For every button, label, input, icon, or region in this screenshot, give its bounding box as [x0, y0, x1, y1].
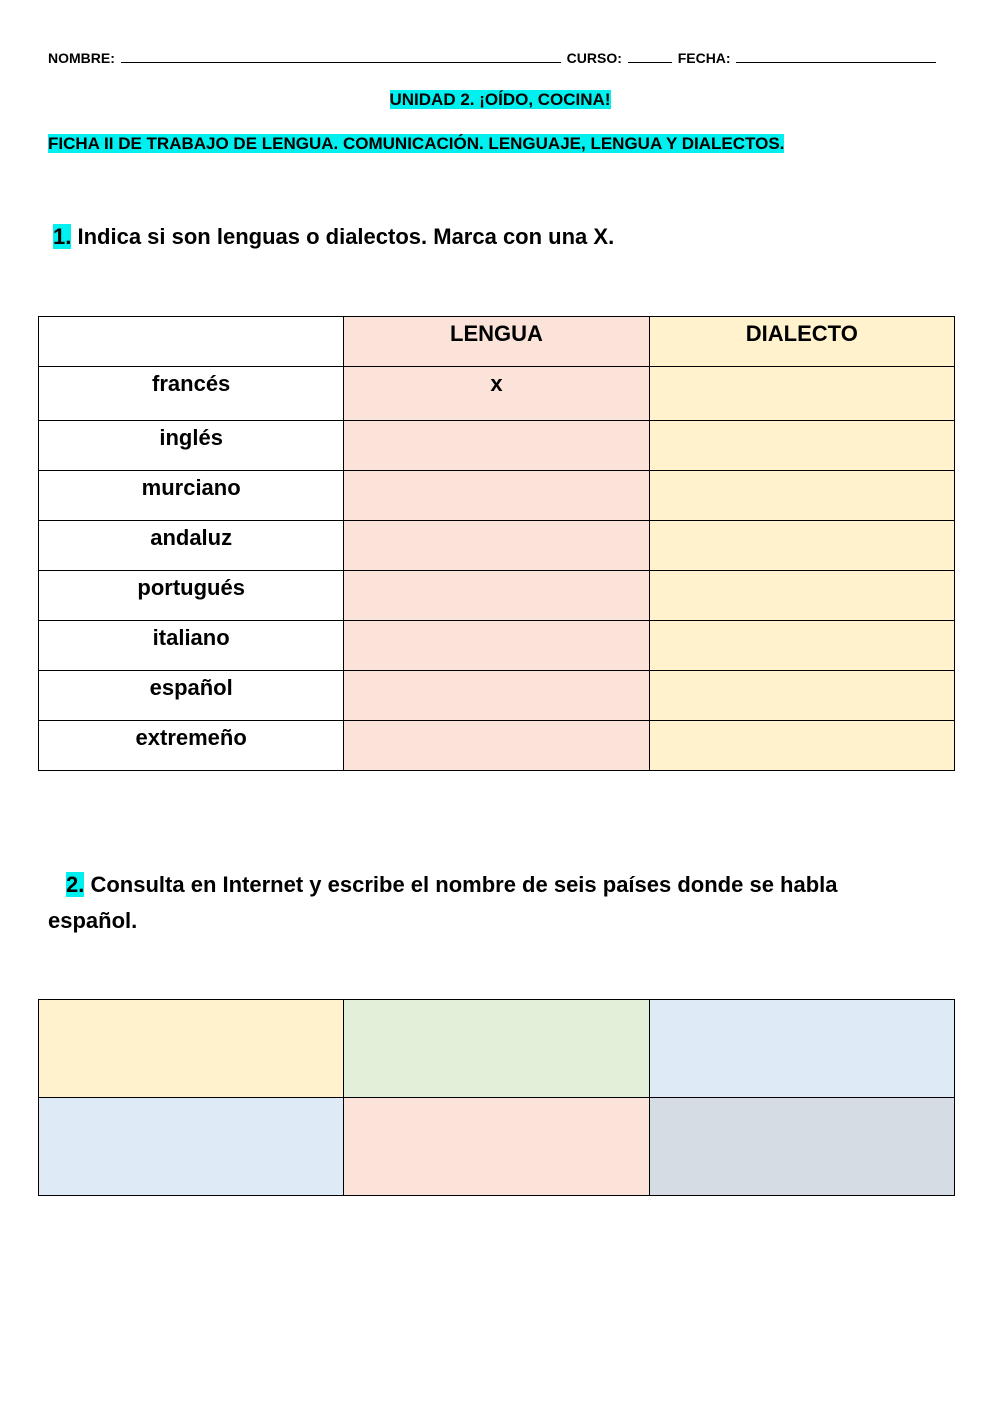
row-label: extremeño	[39, 721, 344, 771]
countries-table	[38, 999, 955, 1196]
table-row	[39, 671, 955, 721]
fecha-field[interactable]	[736, 49, 936, 63]
country-answer-cell[interactable]	[39, 1098, 344, 1196]
row-label: andaluz	[39, 521, 344, 571]
dialecto-cell[interactable]	[649, 671, 954, 721]
row-label: portugués	[39, 571, 344, 621]
nombre-label: NOMBRE:	[48, 50, 115, 66]
fecha-label: FECHA:	[677, 50, 731, 66]
lengua-cell[interactable]	[344, 521, 649, 571]
country-answer-cell[interactable]	[344, 1000, 649, 1098]
table-row	[39, 471, 955, 521]
country-answer-cell[interactable]	[39, 1000, 344, 1098]
table-row	[39, 621, 955, 671]
row-label: murciano	[39, 471, 344, 521]
row-label: inglés	[39, 421, 344, 471]
lengua-cell[interactable]	[344, 621, 649, 671]
question-1-text: Indica si son lenguas o dialectos. Marca con una X.	[77, 224, 615, 249]
row-label: francés	[39, 367, 344, 421]
curso-field[interactable]	[628, 49, 672, 63]
question-2-text-line1: Consulta en Internet y escribe el nombre de seis países donde se habla	[90, 872, 838, 897]
countries-row	[39, 1000, 955, 1098]
unit-title-text: UNIDAD 2. ¡OÍDO, COCINA!	[389, 90, 611, 109]
worksheet-title	[48, 132, 784, 156]
countries-row	[39, 1098, 955, 1196]
dialecto-cell[interactable]	[649, 521, 954, 571]
country-answer-cell[interactable]	[649, 1098, 954, 1196]
header-cell-dialecto: DIALECTO	[649, 317, 954, 367]
lengua-cell[interactable]	[344, 721, 649, 771]
table-row	[39, 367, 955, 421]
dialecto-cell[interactable]	[649, 571, 954, 621]
row-label: italiano	[39, 621, 344, 671]
dialecto-cell[interactable]	[649, 621, 954, 671]
dialecto-cell[interactable]	[649, 721, 954, 771]
table-row	[39, 421, 955, 471]
table-row	[39, 721, 955, 771]
table-header-row	[39, 317, 955, 367]
country-answer-cell[interactable]	[344, 1098, 649, 1196]
unit-title	[0, 88, 1000, 112]
lengua-cell[interactable]	[344, 471, 649, 521]
curso-label: CURSO:	[566, 50, 622, 66]
question-2-text-line2: español.	[48, 908, 138, 933]
dialecto-cell[interactable]	[649, 471, 954, 521]
row-label: español	[39, 671, 344, 721]
lengua-cell[interactable]	[344, 671, 649, 721]
header-cell-empty	[39, 317, 344, 367]
table-row	[39, 571, 955, 621]
student-info-line	[48, 48, 953, 68]
language-dialect-table	[38, 316, 955, 771]
header-cell-lengua: LENGUA	[344, 317, 649, 367]
table-row	[39, 521, 955, 571]
lengua-cell[interactable]	[344, 571, 649, 621]
question-1-number: 1.	[53, 224, 72, 249]
worksheet-title-text: FICHA II DE TRABAJO DE LENGUA. COMUNICACIÓN. LENGUAJE, LENGUA Y DIALECTOS.	[48, 134, 785, 153]
dialecto-cell[interactable]	[649, 421, 954, 471]
dialecto-cell[interactable]	[649, 367, 954, 421]
question-2-number: 2.	[66, 872, 85, 897]
lengua-cell[interactable]	[344, 421, 649, 471]
question-2	[48, 867, 948, 939]
country-answer-cell[interactable]	[649, 1000, 954, 1098]
question-1	[53, 222, 614, 252]
lengua-cell[interactable]: x	[344, 367, 649, 421]
nombre-field[interactable]	[121, 49, 561, 63]
